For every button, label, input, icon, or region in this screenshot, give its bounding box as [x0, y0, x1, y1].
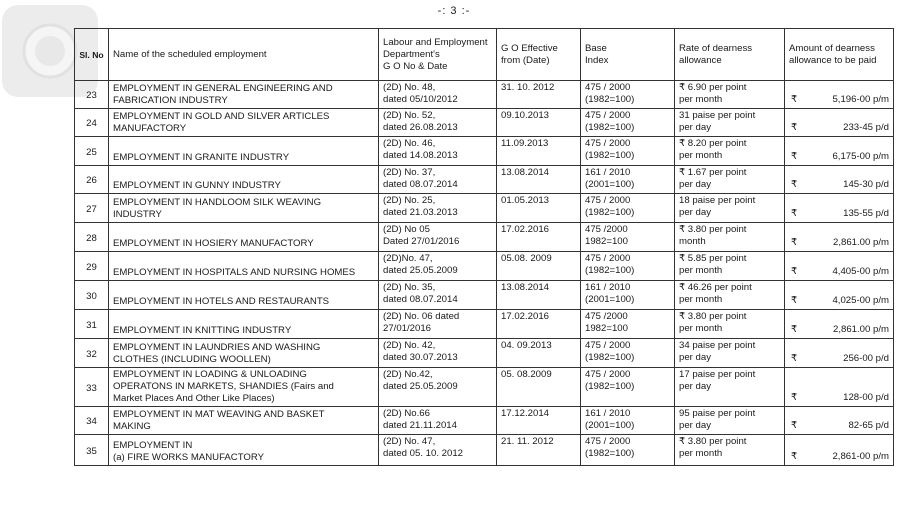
row-rate: 17 paise per point per day [675, 368, 785, 407]
amount-value: 256-00 p/d [843, 353, 889, 364]
rupee-symbol: ₹ [791, 237, 798, 248]
row-effective-date: 17.02.2016 [497, 223, 581, 252]
row-base-index: 161 / 2010 (2001=100) [581, 407, 675, 435]
header-amount: Amount of dearness allowance to be paid [785, 29, 894, 81]
header-employment-name: Name of the scheduled employment [109, 29, 379, 81]
row-base-index: 475 / 2000 (1982=100) [581, 137, 675, 166]
row-effective-date: 13.08.2014 [497, 281, 581, 310]
row-rate: ₹ 3.80 per point month [675, 223, 785, 252]
row-sl-no: 26 [75, 166, 109, 194]
rupee-symbol: ₹ [791, 420, 798, 431]
row-rate: ₹ 5.85 per point per month [675, 252, 785, 281]
rupee-symbol: ₹ [791, 151, 798, 162]
row-go-no-date: (2D) No. 47, dated 05. 10. 2012 [379, 435, 497, 466]
row-sl-no: 32 [75, 339, 109, 368]
row-rate: ₹ 3.80 per point per month [675, 310, 785, 339]
row-rate: ₹ 46.26 per point per month [675, 281, 785, 310]
row-go-no-date: (2D) No.66 dated 21.11.2014 [379, 407, 497, 435]
row-go-no-date: (2D) No. 42, dated 30.07.2013 [379, 339, 497, 368]
row-go-no-date: (2D) No. 52, dated 26.08.2013 [379, 109, 497, 137]
amount-value: 128-00 p/d [843, 392, 889, 403]
row-amount [785, 435, 894, 466]
row-effective-date: 04. 09.2013 [497, 339, 581, 368]
table-row [75, 109, 894, 137]
row-amount [785, 368, 894, 407]
amount-value: 2,861-00 p/m [832, 451, 889, 462]
rupee-symbol: ₹ [791, 266, 798, 277]
row-sl-no: 28 [75, 223, 109, 252]
row-employment-name: EMPLOYMENT IN GUNNY INDUSTRY [109, 166, 379, 194]
row-base-index: 475 / 2000 (1982=100) [581, 81, 675, 109]
rupee-symbol: ₹ [791, 94, 798, 105]
amount-value: 5,196-00 p/m [832, 94, 889, 105]
amount-value: 233-45 p/d [843, 122, 889, 133]
table-row [75, 223, 894, 252]
row-go-no-date: (2D)No. 47, dated 25.05.2009 [379, 252, 497, 281]
amount-value: 6,175-00 p/m [832, 151, 889, 162]
row-base-index: 475 / 2000 (1982=100) [581, 339, 675, 368]
amount-value: 2,861.00 p/m [832, 237, 889, 248]
table-row [75, 194, 894, 223]
row-amount [785, 310, 894, 339]
circle-logo-icon [20, 21, 80, 81]
row-effective-date: 11.09.2013 [497, 137, 581, 166]
table-row [75, 435, 894, 466]
row-effective-date: 01.05.2013 [497, 194, 581, 223]
row-sl-no: 29 [75, 252, 109, 281]
row-sl-no: 30 [75, 281, 109, 310]
table-row [75, 252, 894, 281]
row-amount [785, 407, 894, 435]
row-base-index: 475 / 2000 (1982=100) [581, 109, 675, 137]
table-row [75, 137, 894, 166]
row-rate: ₹ 6.90 per point per month [675, 81, 785, 109]
rupee-symbol: ₹ [791, 392, 798, 403]
row-sl-no: 27 [75, 194, 109, 223]
table-row [75, 166, 894, 194]
row-amount [785, 81, 894, 109]
row-base-index: 475 / 2000 (1982=100) [581, 368, 675, 407]
row-amount [785, 252, 894, 281]
row-amount [785, 281, 894, 310]
table-row [75, 81, 894, 109]
row-sl-no: 24 [75, 109, 109, 137]
row-amount [785, 339, 894, 368]
amount-value: 4,405-00 p/m [832, 266, 889, 277]
row-amount [785, 223, 894, 252]
row-go-no-date: (2D) No. 46, dated 14.08.2013 [379, 137, 497, 166]
rupee-symbol: ₹ [791, 353, 798, 364]
amount-value: 145-30 p/d [843, 179, 889, 190]
row-effective-date: 17.12.2014 [497, 407, 581, 435]
row-effective-date: 21. 11. 2012 [497, 435, 581, 466]
row-employment-name: EMPLOYMENT IN GOLD AND SILVER ARTICLES MANUFACTORY [109, 109, 379, 137]
row-effective-date: 05. 08.2009 [497, 368, 581, 407]
row-rate: 18 paise per point per day [675, 194, 785, 223]
row-employment-name: EMPLOYMENT IN GRANITE INDUSTRY [109, 137, 379, 166]
row-employment-name: EMPLOYMENT IN HOTELS AND RESTAURANTS [109, 281, 379, 310]
row-employment-name: EMPLOYMENT IN (a) FIRE WORKS MANUFACTORY [109, 435, 379, 466]
row-base-index: 475 /2000 1982=100 [581, 310, 675, 339]
row-rate: 34 paise per point per day [675, 339, 785, 368]
row-go-no-date: (2D) No. 06 dated 27/01/2016 [379, 310, 497, 339]
row-go-no-date: (2D) No 05 Dated 27/01/2016 [379, 223, 497, 252]
row-employment-name: EMPLOYMENT IN LOADING & UNLOADING OPERATONS IN MARKETS, SHANDIES (Fairs and Market Places And Other Like Places) [109, 368, 379, 407]
row-sl-no: 33 [75, 368, 109, 407]
row-employment-name: EMPLOYMENT IN MAT WEAVING AND BASKET MAKING [109, 407, 379, 435]
row-amount [785, 166, 894, 194]
row-rate: 95 paise per point per day [675, 407, 785, 435]
row-employment-name: EMPLOYMENT IN GENERAL ENGINEERING AND FABRICATION INDUSTRY [109, 81, 379, 109]
row-rate: 31 paise per point per day [675, 109, 785, 137]
row-go-no-date: (2D) No. 48, dated 05/10/2012 [379, 81, 497, 109]
header-effective-date: G O Effective from (Date) [497, 29, 581, 81]
row-sl-no: 34 [75, 407, 109, 435]
row-go-no-date: (2D) No. 25, dated 21.03.2013 [379, 194, 497, 223]
row-effective-date: 13.08.2014 [497, 166, 581, 194]
dearness-allowance-table [74, 28, 894, 466]
row-go-no-date: (2D) No. 37, dated 08.07.2014 [379, 166, 497, 194]
row-sl-no: 31 [75, 310, 109, 339]
row-employment-name: EMPLOYMENT IN LAUNDRIES AND WASHING CLOTHES (INCLUDING WOOLLEN) [109, 339, 379, 368]
row-base-index: 475 / 2000 (1982=100) [581, 252, 675, 281]
row-base-index: 475 / 2000 (1982=100) [581, 435, 675, 466]
table-row [75, 339, 894, 368]
table-header-row [75, 29, 894, 81]
row-base-index: 475 /2000 1982=100 [581, 223, 675, 252]
header-go-no-date: Labour and Employment Department's G O No & Date [379, 29, 497, 81]
row-base-index: 161 / 2010 (2001=100) [581, 166, 675, 194]
table-row [75, 407, 894, 435]
rupee-symbol: ₹ [791, 451, 798, 462]
row-rate: ₹ 3.80 per point per month [675, 435, 785, 466]
rupee-symbol: ₹ [791, 179, 798, 190]
table-row [75, 368, 894, 407]
row-amount [785, 137, 894, 166]
row-employment-name: EMPLOYMENT IN HOSPITALS AND NURSING HOMES [109, 252, 379, 281]
rupee-symbol: ₹ [791, 295, 798, 306]
rupee-symbol: ₹ [791, 208, 798, 219]
row-go-no-date: (2D) No.42, dated 25.05.2009 [379, 368, 497, 407]
header-sl-no: Sl. No [75, 29, 109, 81]
row-employment-name: EMPLOYMENT IN HOSIERY MANUFACTORY [109, 223, 379, 252]
row-effective-date: 09.10.2013 [497, 109, 581, 137]
amount-value: 135-55 p/d [843, 208, 889, 219]
row-sl-no: 25 [75, 137, 109, 166]
row-base-index: 161 / 2010 (2001=100) [581, 281, 675, 310]
header-base-index: Base Index [581, 29, 675, 81]
rupee-symbol: ₹ [791, 324, 798, 335]
row-amount [785, 194, 894, 223]
row-sl-no: 23 [75, 81, 109, 109]
row-effective-date: 05.08. 2009 [497, 252, 581, 281]
table-row [75, 310, 894, 339]
row-effective-date: 31. 10. 2012 [497, 81, 581, 109]
row-go-no-date: (2D) No. 35, dated 08.07.2014 [379, 281, 497, 310]
row-employment-name: EMPLOYMENT IN KNITTING INDUSTRY [109, 310, 379, 339]
amount-value: 82-65 p/d [848, 420, 889, 431]
row-amount [785, 109, 894, 137]
amount-value: 4,025-00 p/m [832, 295, 889, 306]
row-employment-name: EMPLOYMENT IN HANDLOOM SILK WEAVING INDUSTRY [109, 194, 379, 223]
amount-value: 2,861.00 p/m [832, 324, 889, 335]
page-number: -: 3 :- [437, 5, 471, 17]
row-rate: ₹ 1.67 per point per day [675, 166, 785, 194]
row-base-index: 475 / 2000 (1982=100) [581, 194, 675, 223]
rupee-symbol: ₹ [791, 122, 798, 133]
row-sl-no: 35 [75, 435, 109, 466]
table-row [75, 281, 894, 310]
header-rate: Rate of dearness allowance [675, 29, 785, 81]
row-rate: ₹ 8.20 per point per month [675, 137, 785, 166]
row-effective-date: 17.02.2016 [497, 310, 581, 339]
